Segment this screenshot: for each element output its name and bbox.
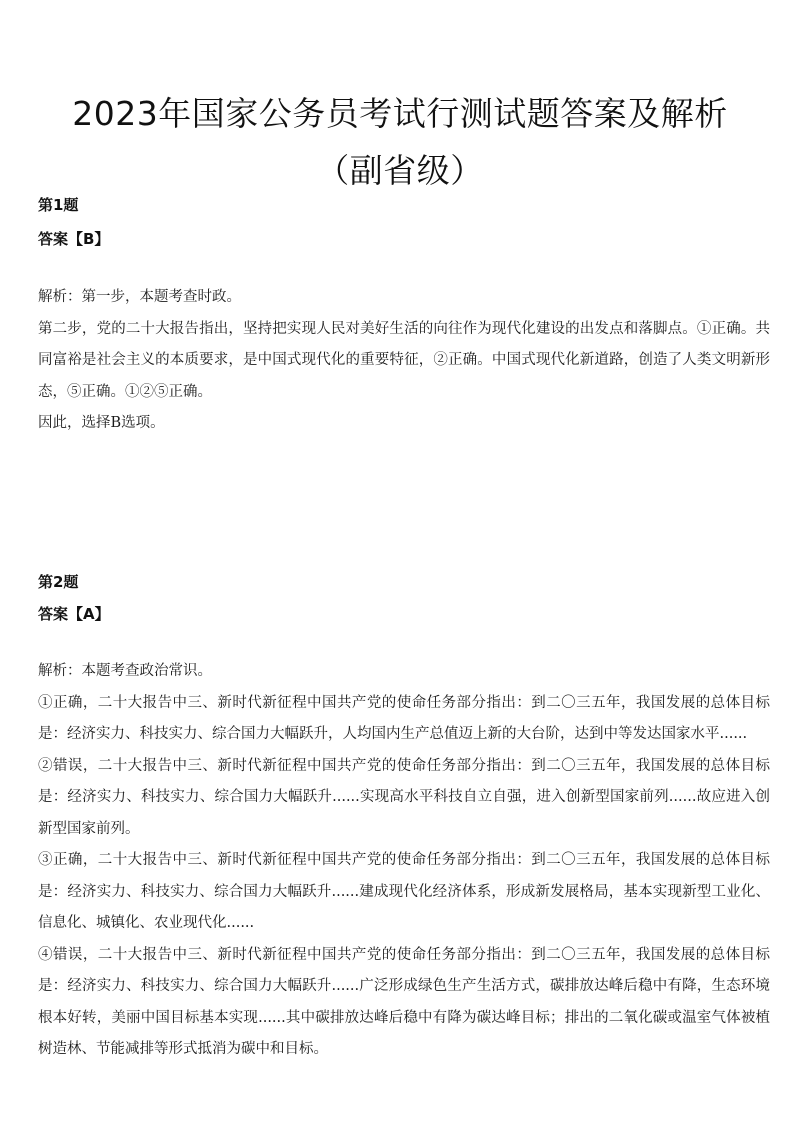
analysis-paragraph: ③正确，二十大报告中三、新时代新征程中国共产党的使命任务部分指出：到二〇三五年，我国发展的总体目标是：经济实力、科技实力、综合国力大幅跃升......建成现代化经济体系，形成新发展格局，基本实现新型工业化、信息化、城镇化、农业现代化......	[38, 852, 770, 931]
analysis-paragraph: ②错误，二十大报告中三、新时代新征程中国共产党的使命任务部分指出：到二〇三五年，我国发展的总体目标是：经济实力、科技实力、综合国力大幅跃升......实现高水平科技自立自强，进入创新型国家前列......故应进入创新型国家前列。	[38, 757, 770, 837]
analysis-paragraph: 解析：本题考查政治常识。	[38, 663, 212, 679]
question-2-answer: 答案【A】	[38, 605, 110, 623]
analysis-paragraph: ①正确，二十大报告中三、新时代新征程中国共产党的使命任务部分指出：到二〇三五年，我国发展的总体目标是：经济实力、科技实力、综合国力大幅跃升，人均国内生产总值迈上新的大台阶，达到中等发达国家水平......	[38, 694, 770, 742]
analysis-paragraph: 解析：第一步，本题考查时政。	[38, 289, 241, 305]
question-2-analysis	[38, 656, 770, 1066]
analysis-paragraph: 第二步，党的二十大报告指出，坚持把实现人民对美好生活的向往作为现代化建设的出发点和落脚点。①正确。共同富裕是社会主义的本质要求，是中国式现代化的重要特征，②正确。中国式现代化新道路，创造了人类文明新形态，⑤正确。①②⑤正确。	[38, 320, 770, 400]
document-title: 2023年国家公务员考试行测试题答案及解析	[72, 94, 728, 133]
question-2-number: 第2题	[38, 573, 79, 591]
question-1-answer: 答案【B】	[38, 230, 110, 248]
document-subtitle: （副省级）	[316, 151, 484, 190]
question-1-number: 第1题	[38, 196, 79, 214]
analysis-paragraph: 因此，选择B选项。	[38, 415, 165, 431]
question-1-analysis	[38, 282, 770, 440]
analysis-paragraph: ④错误，二十大报告中三、新时代新征程中国共产党的使命任务部分指出：到二〇三五年，我国发展的总体目标是：经济实力、科技实力、综合国力大幅跃升......广泛形成绿色生产生活方式，碳排放达峰后稳中有降，生态环境根本好转，美丽中国目标基本实现......其中碳排放达峰后稳中有降为碳达峰目标；排出的二氧化碳或温室气体被植树造林、节能减排等形式抵消为碳中和目标。	[38, 946, 770, 1057]
